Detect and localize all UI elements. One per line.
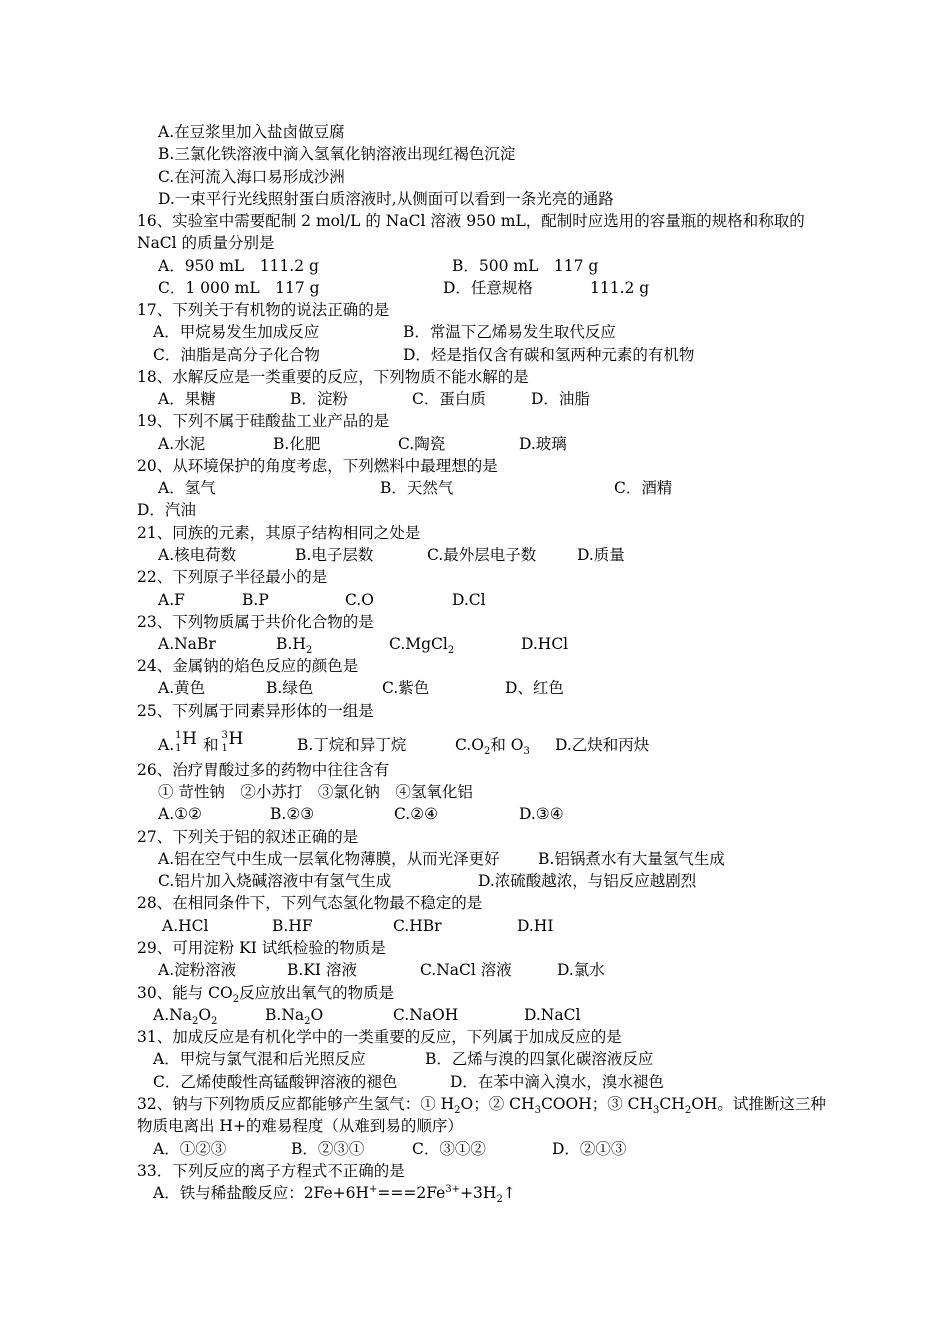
q23-option-c-text: C.MgCl bbox=[389, 635, 448, 653]
q33-option-a-sup2: 3+ bbox=[445, 1183, 461, 1195]
q32-stem-sub1: 2 bbox=[454, 1105, 461, 1117]
q16-option-d-value: 111.2 g bbox=[590, 279, 650, 297]
q30-option-a-sub1: 2 bbox=[191, 1016, 199, 1028]
q30-option-b bbox=[265, 1004, 323, 1026]
q20-option-c: C．酒精 bbox=[614, 479, 673, 497]
q32-option-d: D．②①③ bbox=[552, 1140, 627, 1158]
q32-option-c: C．③①② bbox=[412, 1140, 486, 1158]
q19-option-b: B.化肥 bbox=[273, 435, 321, 453]
q23-option-c bbox=[389, 633, 454, 655]
q25-isotope-1-number: 1 bbox=[175, 743, 182, 754]
q32-stem-part1: 32、钠与下列物质反应都能够产生氢气：① H bbox=[137, 1095, 455, 1113]
q19-option-d: D.玻璃 bbox=[519, 435, 567, 453]
q23-stem: 23、下列物质属于共价化合物的是 bbox=[137, 613, 374, 631]
q16-options-row1 bbox=[0, 255, 950, 277]
q15-option-d: D.一束平行光线照射蛋白质溶液时,从侧面可以看到一条光亮的通路 bbox=[158, 190, 614, 208]
q18-option-c: C．蛋白质 bbox=[412, 390, 486, 408]
q26-option-a: A.①② bbox=[158, 805, 202, 823]
q15-option-b: B.三氯化铁溶液中滴入氢氧化钠溶液出现红褐色沉淀 bbox=[158, 145, 516, 163]
q15-option-a: A.在豆浆里加入盐卤做豆腐 bbox=[158, 123, 345, 141]
q27-stem: 27、下列关于铝的叙述正确的是 bbox=[137, 828, 359, 846]
q30-stem-subscript: 2 bbox=[232, 994, 240, 1006]
q29-option-d: D.氯水 bbox=[557, 961, 605, 979]
q23-options bbox=[0, 633, 950, 655]
q20-options bbox=[0, 477, 950, 499]
q30-option-d: D.NaCl bbox=[524, 1006, 581, 1024]
q28-option-d: D.HI bbox=[517, 917, 554, 935]
q18-options bbox=[0, 388, 950, 410]
q28-options bbox=[0, 915, 950, 937]
q18-option-a: A．果糖 bbox=[158, 390, 216, 408]
q30-options bbox=[0, 1004, 950, 1026]
q32-stem-part2: O；② CH bbox=[460, 1095, 535, 1113]
q15-option-c: C.在河流入海口易形成沙洲 bbox=[158, 168, 345, 186]
q31-options-row1 bbox=[0, 1048, 950, 1070]
q25-isotope-2-number: 1 bbox=[221, 743, 228, 754]
q33-option-a-part3: +3H bbox=[460, 1184, 497, 1202]
q23-option-a: A.NaBr bbox=[158, 635, 216, 653]
q33-option-a-sub: 2 bbox=[496, 1194, 503, 1206]
q20-option-d: D．汽油 bbox=[137, 501, 196, 519]
q19-option-a: A.水泥 bbox=[158, 435, 206, 453]
q27-options-row2 bbox=[0, 870, 950, 892]
q21-option-a: A.核电荷数 bbox=[158, 546, 237, 564]
q26-option-b: B.②③ bbox=[270, 805, 315, 823]
q25-isotope-1-symbol: H bbox=[182, 729, 197, 749]
q16-option-d: D．任意规格 bbox=[443, 279, 533, 297]
q32-stem-part3: COOH；③ CH bbox=[540, 1095, 654, 1113]
q30-stem-text2: 反应放出氧气的物质是 bbox=[239, 984, 395, 1002]
q32-option-b: B．②③① bbox=[291, 1140, 365, 1158]
q18-option-b: B．淀粉 bbox=[290, 390, 348, 408]
q22-option-c: C.O bbox=[345, 591, 374, 609]
q17-option-d: D．烃是指仅含有碳和氢两种元素的有机物 bbox=[403, 346, 695, 364]
q16-option-c: C．1 000 mL 117 g bbox=[158, 279, 320, 297]
q25-option-c-text2: 和 O bbox=[490, 736, 524, 754]
q23-option-b-text: B.H bbox=[276, 635, 306, 653]
q25-isotope-1 bbox=[174, 729, 197, 756]
q21-option-c: C.最外层电子数 bbox=[427, 546, 537, 564]
q16-option-b: B．500 mL 117 g bbox=[452, 257, 599, 275]
q18-stem: 18、水解反应是一类重要的反应，下列物质不能水解的是 bbox=[137, 368, 529, 386]
q22-options bbox=[0, 589, 950, 611]
q16-stem: 16、实验室中需要配制 2 mol/L 的 NaCl 溶液 950 mL，配制时应选用的容量瓶的规格和称取的 bbox=[137, 212, 805, 230]
q27-option-a: A.铝在空气中生成一层氧化物薄膜，从而光泽更好 bbox=[158, 850, 500, 868]
q32-stem-sub4: 2 bbox=[684, 1105, 692, 1117]
q32-stem-part5: OH。试推断这三种 bbox=[691, 1095, 826, 1113]
q25-option-b: B.丁烷和异丁烷 bbox=[297, 736, 407, 754]
q24-option-b: B.绿色 bbox=[266, 679, 314, 697]
q16-options-row2 bbox=[0, 277, 950, 299]
q25-isotope-2 bbox=[218, 729, 244, 756]
q29-options bbox=[0, 959, 950, 981]
q32-option-a: A．①②③ bbox=[153, 1140, 227, 1158]
q32-stem bbox=[137, 1093, 826, 1115]
q32-stem-sub3: 3 bbox=[653, 1105, 660, 1117]
q25-option-c bbox=[455, 734, 530, 756]
q30-option-a bbox=[153, 1004, 217, 1026]
q30-option-b-sub1: 2 bbox=[304, 1016, 311, 1028]
q25-isotope-2-mass: 3 bbox=[221, 730, 228, 741]
q23-option-c-subscript: 2 bbox=[447, 645, 455, 657]
q33-option-a-sup1: + bbox=[369, 1183, 378, 1195]
q33-option-a-part1: A．铁与稀盐酸反应：2Fe+6H bbox=[153, 1184, 370, 1202]
q21-options bbox=[0, 544, 950, 566]
q17-stem: 17、下列关于有机物的说法正确的是 bbox=[137, 301, 390, 319]
q19-option-c: C.陶瓷 bbox=[398, 435, 446, 453]
q25-isotope-2-symbol: H bbox=[228, 729, 244, 749]
q20-option-b: B．天然气 bbox=[380, 479, 454, 497]
q24-option-c: C.紫色 bbox=[382, 679, 430, 697]
q31-option-d: D．在苯中滴入溴水，溴水褪色 bbox=[450, 1073, 664, 1091]
q23-option-b bbox=[276, 633, 312, 655]
q30-option-a-text1: A.Na bbox=[153, 1006, 192, 1024]
q30-option-b-text2: O bbox=[310, 1006, 324, 1024]
q26-items: ① 苛性钠 ②小苏打 ③氯化钠 ④氢氧化铝 bbox=[158, 783, 473, 801]
q16-option-a: A．950 mL 111.2 g bbox=[158, 257, 319, 275]
q22-option-d: D.Cl bbox=[452, 591, 486, 609]
q21-option-b: B.电子层数 bbox=[295, 546, 374, 564]
q21-stem: 21、同族的元素，其原子结构相同之处是 bbox=[137, 524, 421, 542]
q28-option-c: C.HBr bbox=[393, 917, 442, 935]
q17-option-a: A．甲烷易发生加成反应 bbox=[153, 323, 320, 341]
q26-option-c: C.②④ bbox=[394, 805, 439, 823]
q32-options bbox=[0, 1138, 950, 1160]
q19-stem: 19、下列不属于硅酸盐工业产品的是 bbox=[137, 412, 390, 430]
q17-option-c: C．油脂是高分子化合物 bbox=[153, 346, 320, 364]
q24-option-d: D、红色 bbox=[505, 679, 564, 697]
q17-option-b: B．常温下乙烯易发生取代反应 bbox=[403, 323, 616, 341]
q25-isotope-1-mass: 1 bbox=[175, 730, 182, 741]
q27-option-c: C.铝片加入烧碱溶液中有氢气生成 bbox=[158, 872, 392, 890]
q25-options bbox=[0, 729, 950, 760]
q28-stem: 28、在相同条件下，下列气态氢化物最不稳定的是 bbox=[137, 894, 483, 912]
q33-option-a bbox=[153, 1182, 516, 1204]
q27-options-row1 bbox=[0, 848, 950, 870]
q24-stem: 24、金属钠的焰色反应的颜色是 bbox=[137, 657, 359, 675]
q29-option-a: A.淀粉溶液 bbox=[158, 961, 237, 979]
q22-stem: 22、下列原子半径最小的是 bbox=[137, 568, 328, 586]
q31-option-c: C．乙烯使酸性高锰酸钾溶液的褪色 bbox=[153, 1073, 398, 1091]
q28-option-a: A.HCl bbox=[162, 917, 209, 935]
q19-options bbox=[0, 433, 950, 455]
q25-option-c-sub2: 3 bbox=[523, 746, 530, 758]
q32-stem-cont: 物质电离出 H+的难易程度（从难到易的顺序） bbox=[137, 1117, 463, 1135]
q18-option-d: D．油脂 bbox=[531, 390, 590, 408]
q22-option-a: A.F bbox=[158, 591, 185, 609]
q30-option-a-sub2: 2 bbox=[211, 1016, 218, 1028]
q23-option-d: D.HCl bbox=[521, 635, 569, 653]
q25-option-d: D.乙炔和丙炔 bbox=[555, 736, 650, 754]
q26-stem: 26、治疗胃酸过多的药物中往往含有 bbox=[137, 761, 390, 779]
q31-option-a: A．甲烷与氯气混和后光照反应 bbox=[153, 1050, 366, 1068]
q29-option-c: C.NaCl 溶液 bbox=[420, 961, 512, 979]
q25-option-a-label: A. bbox=[158, 736, 175, 754]
q27-option-b: B.铝锅煮水有大量氢气生成 bbox=[538, 850, 725, 868]
q31-stem: 31、加成反应是有机化学中的一类重要的反应，下列属于加成反应的是 bbox=[137, 1028, 622, 1046]
q27-option-d: D.浓硫酸越浓，与铝反应越剧烈 bbox=[478, 872, 697, 890]
q32-stem-sub2: 3 bbox=[534, 1105, 541, 1117]
q30-stem-text1: 30、能与 CO bbox=[137, 984, 233, 1002]
q20-option-a: A．氢气 bbox=[158, 479, 216, 497]
q26-option-d: D.③④ bbox=[519, 805, 564, 823]
q17-options-row2 bbox=[0, 344, 950, 366]
q22-option-b: B.P bbox=[242, 591, 269, 609]
q26-options bbox=[0, 803, 950, 825]
q30-option-b-text1: B.Na bbox=[265, 1006, 305, 1024]
q25-option-c-text1: C.O bbox=[455, 736, 484, 754]
q24-option-a: A.黄色 bbox=[158, 679, 206, 697]
q32-stem-part4: CH bbox=[659, 1095, 685, 1113]
q31-options-row2 bbox=[0, 1071, 950, 1093]
q25-stem: 25、下列属于同素异形体的一组是 bbox=[137, 702, 374, 720]
q25-option-a bbox=[158, 729, 244, 756]
q29-option-b: B.KI 溶液 bbox=[287, 961, 357, 979]
q33-stem: 33．下列反应的离子方程式不正确的是 bbox=[137, 1162, 405, 1180]
q24-options bbox=[0, 677, 950, 699]
q29-stem: 29、可用淀粉 KI 试纸检验的物质是 bbox=[137, 939, 386, 957]
q31-option-b: B．乙烯与溴的四氯化碳溶液反应 bbox=[425, 1050, 654, 1068]
q20-stem: 20、从环境保护的角度考虑，下列燃料中最理想的是 bbox=[137, 457, 498, 475]
q17-options-row1 bbox=[0, 321, 950, 343]
q28-option-b: B.HF bbox=[272, 917, 313, 935]
q21-option-d: D.质量 bbox=[577, 546, 625, 564]
q25-option-c-sub1: 2 bbox=[483, 746, 491, 758]
q25-and: 和 bbox=[202, 736, 219, 754]
q30-stem bbox=[137, 982, 394, 1004]
q30-option-a-text2: O bbox=[198, 1006, 212, 1024]
q23-option-b-subscript: 2 bbox=[305, 645, 313, 657]
q33-option-a-part2: ===2Fe bbox=[377, 1184, 446, 1202]
q30-option-c: C.NaOH bbox=[393, 1006, 459, 1024]
q16-stem-cont: NaCl 的质量分别是 bbox=[137, 234, 275, 252]
q33-option-a-part4: ↑ bbox=[502, 1184, 516, 1202]
